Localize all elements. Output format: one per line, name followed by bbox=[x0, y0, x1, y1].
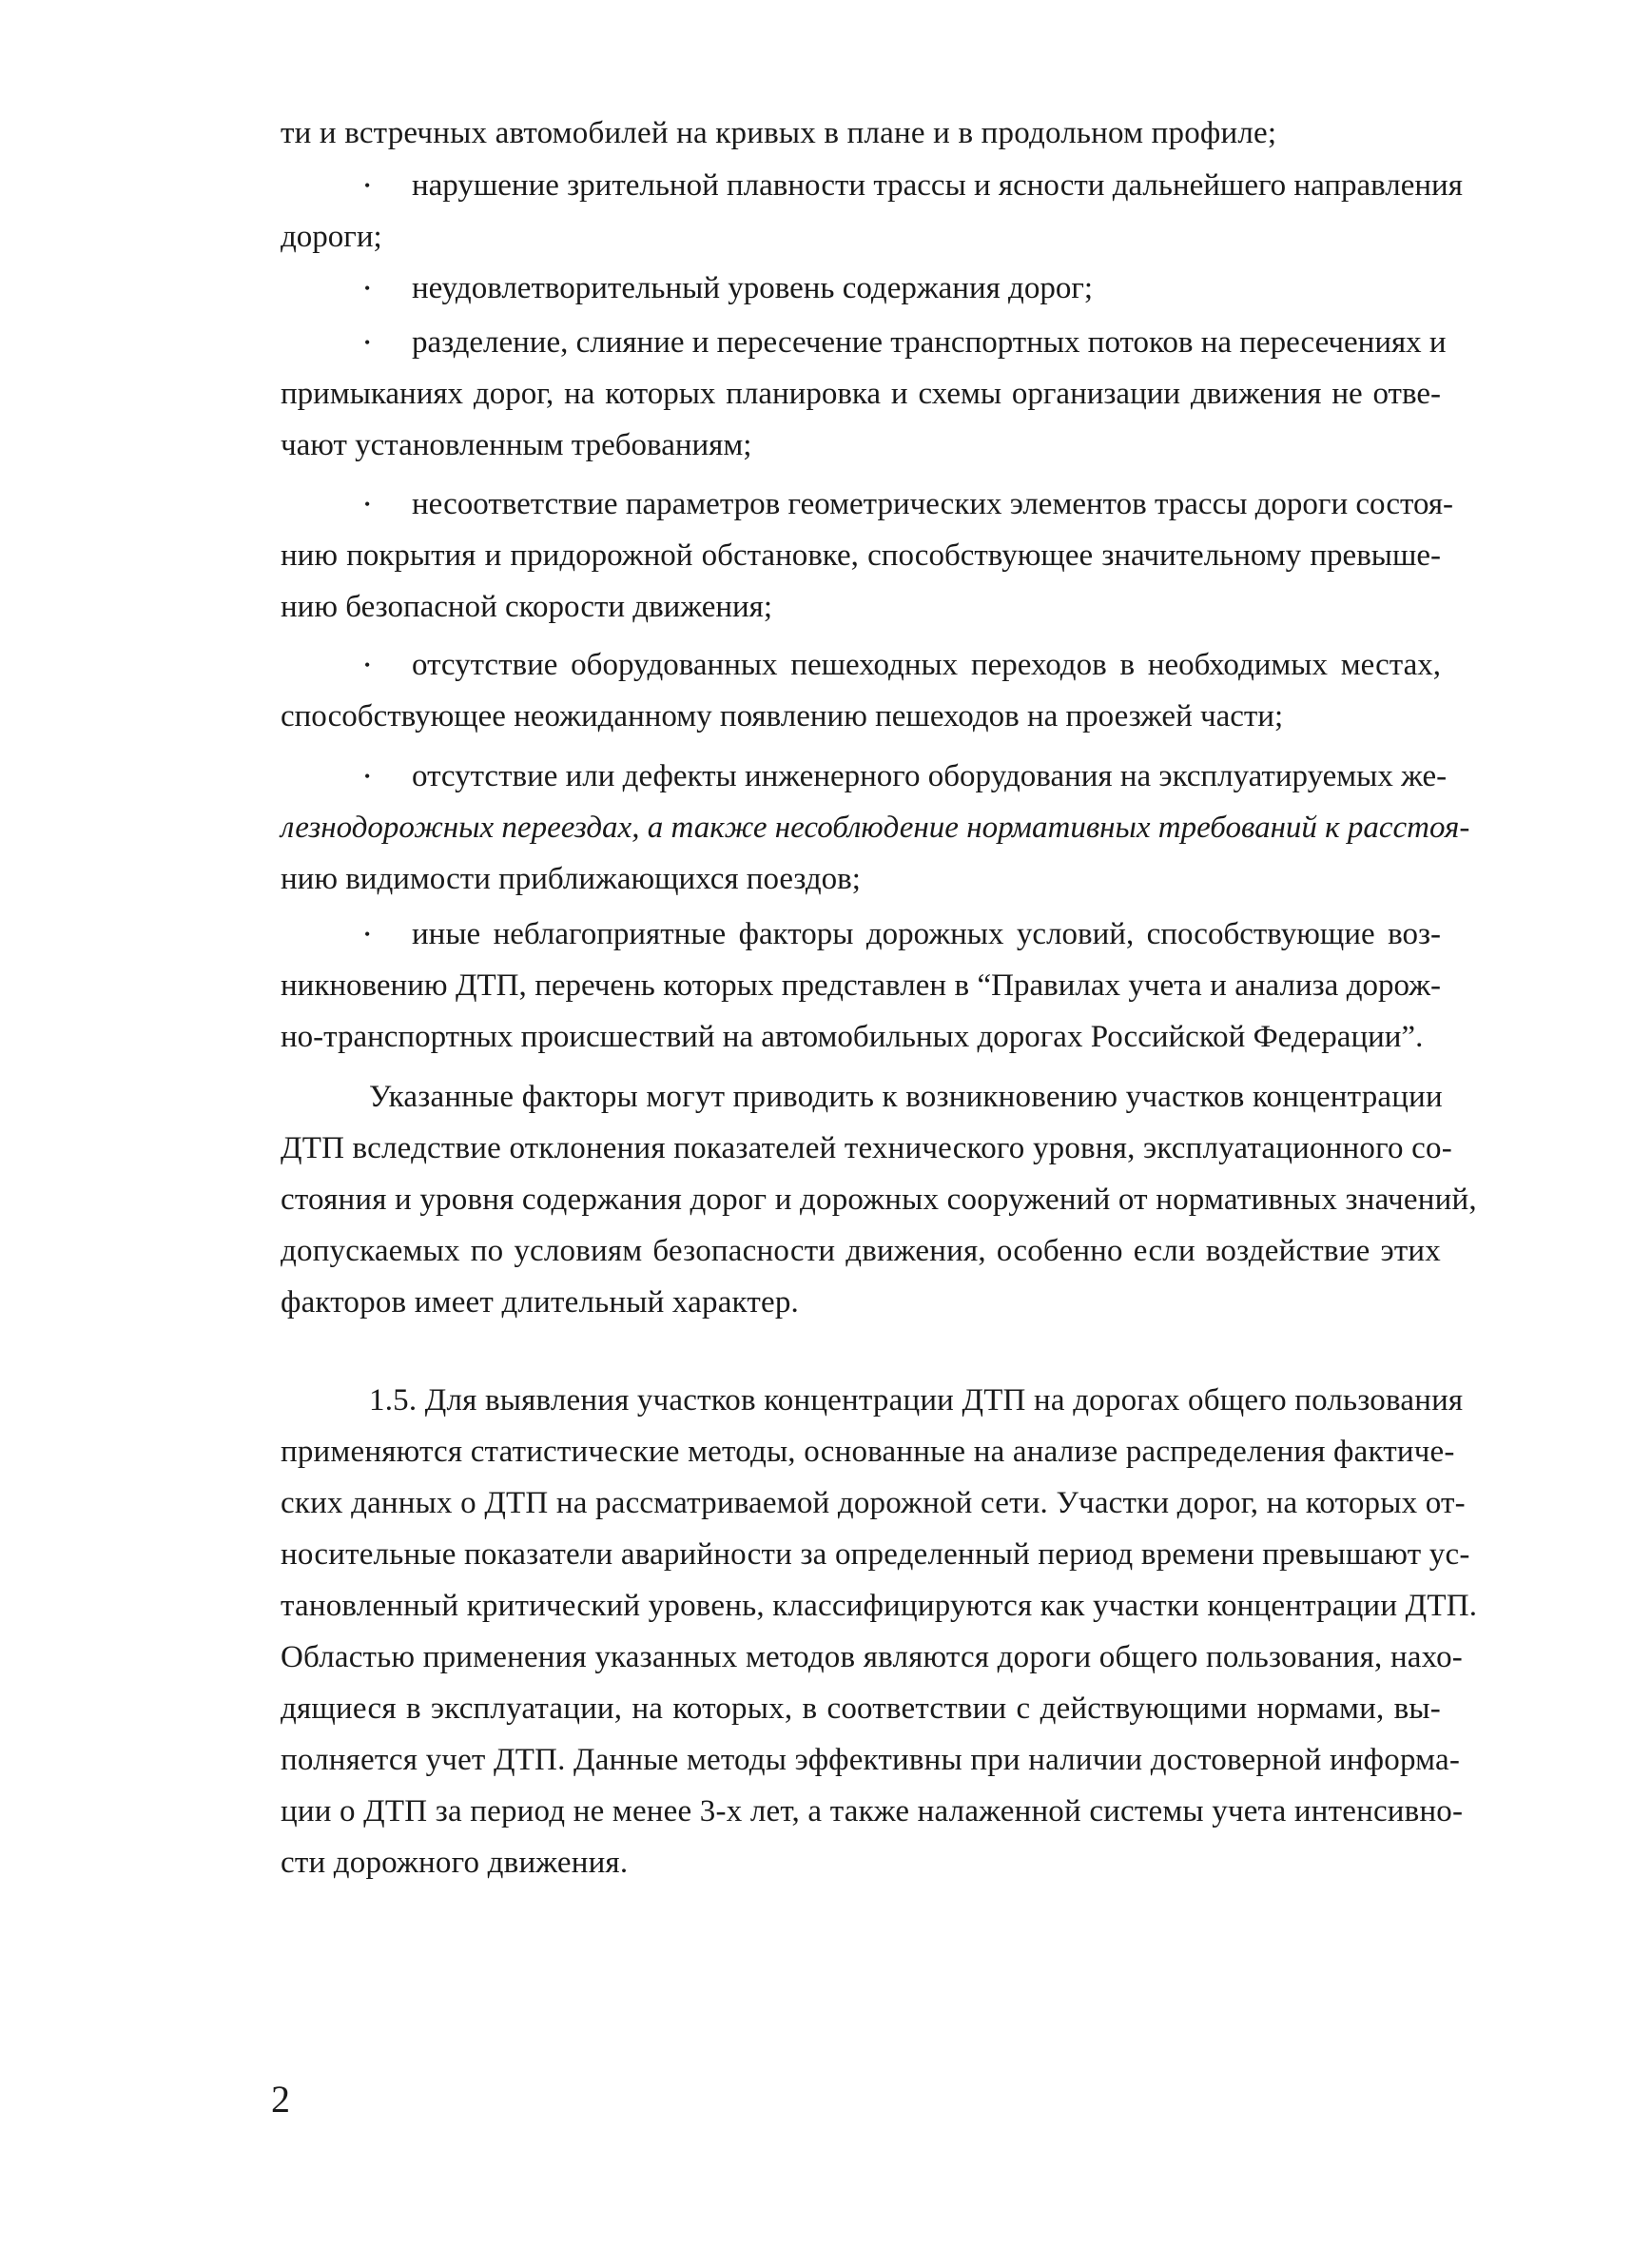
bullet-icon: • bbox=[364, 925, 371, 944]
text-line: разделение, слияние и пересечение транспортных потоков на пересечениях и bbox=[412, 325, 1447, 360]
bullet-icon: • bbox=[364, 767, 371, 786]
text-line: нию покрытия и придорожной обстановке, способствующее значительному превыше- bbox=[281, 538, 1441, 573]
text-line: нию видимости приближающихся поездов; bbox=[281, 862, 861, 896]
text-line: никновению ДТП, перечень которых представлен в “Правилах учета и анализа дорож- bbox=[281, 968, 1441, 1003]
page-number: 2 bbox=[271, 2078, 290, 2121]
text-line: способствующее неожиданному появлению пешеходов на проезжей части; bbox=[281, 699, 1284, 733]
bullet-icon: • bbox=[364, 279, 371, 298]
text-line: допускаемых по условиям безопасности движения, особенно если воздействие этих bbox=[281, 1234, 1441, 1268]
bullet-icon: • bbox=[364, 495, 371, 514]
bullet-item bbox=[281, 263, 1441, 314]
text-line: факторов имеет длительный характер. bbox=[281, 1285, 799, 1320]
text-line: Областью применения указанных методов являются дороги общего пользования, нахо- bbox=[281, 1640, 1463, 1674]
bullet-icon: • bbox=[364, 333, 371, 352]
text-line: ДТП вследствие отклонения показателей технического уровня, эксплуатационного со- bbox=[281, 1131, 1452, 1165]
bullet-icon: • bbox=[364, 655, 371, 675]
text-line: неудовлетворительный уровень содержания дорог; bbox=[412, 271, 1094, 305]
text-line: применяются статистические методы, основанные на анализе распределения фактиче- bbox=[281, 1435, 1455, 1469]
text-line: дороги; bbox=[281, 220, 382, 254]
text-line: носительные показатели аварийности за определенный период времени превышают ус- bbox=[281, 1537, 1470, 1572]
text-line: чают установленным требованиям; bbox=[281, 428, 752, 462]
bullet-icon: • bbox=[364, 176, 371, 195]
bullet-item bbox=[281, 317, 1447, 471]
bullet-item bbox=[281, 479, 1454, 633]
paragraph-continuation bbox=[281, 108, 1441, 159]
text-line: иные неблагоприятные факторы дорожных условий, способствующие воз- bbox=[412, 917, 1441, 951]
text-line: сти дорожного движения. bbox=[281, 1846, 629, 1880]
text-line: 1.5. Для выявления участков концентрации ДТП на дорогах общего пользования bbox=[369, 1383, 1464, 1418]
text-line: тановленный критический уровень, классифицируются как участки концентрации ДТП. bbox=[281, 1589, 1478, 1623]
paragraph bbox=[281, 1071, 1477, 1328]
bullet-item bbox=[281, 909, 1441, 1063]
bullet-item bbox=[281, 160, 1463, 263]
text-line: несоответствие параметров геометрических элементов трассы дороги состоя- bbox=[412, 487, 1454, 521]
text-line: ции о ДТП за период не менее 3-х лет, а также налаженной системы учета интенсивно- bbox=[281, 1794, 1464, 1828]
text-line: ских данных о ДТП на рассматриваемой дорожной сети. Участки дорог, на которых от- bbox=[281, 1486, 1466, 1520]
text-line: отсутствие или дефекты инженерного оборудования на эксплуатируемых же- bbox=[412, 759, 1448, 793]
text-line: лезнодорожных переездах, а также несоблюдение нормативных требований к расстоя- bbox=[281, 811, 1470, 845]
text-line: нарушение зрительной плавности трассы и ясности дальнейшего направления bbox=[412, 168, 1463, 203]
bullet-item bbox=[281, 751, 1470, 905]
text-line: полняется учет ДТП. Данные методы эффективны при наличии достоверной информа- bbox=[281, 1743, 1461, 1777]
text-line: примыканиях дорог, на которых планировка и схемы организации движения не отве- bbox=[281, 377, 1441, 411]
text-line: стояния и уровня содержания дорог и дорожных сооружений от нормативных значений, bbox=[281, 1183, 1477, 1217]
text-line: но-транспортных происшествий на автомобильных дорогах Российской Федерации”. bbox=[281, 1020, 1424, 1054]
text-line: нию безопасной скорости движения; bbox=[281, 590, 773, 624]
text-line: ти и встречных автомобилей на кривых в плане и в продольном профиле; bbox=[281, 116, 1277, 150]
text-line: Указанные факторы могут приводить к возникновению участков концентрации bbox=[369, 1080, 1443, 1114]
text-line: отсутствие оборудованных пешеходных переходов в необходимых местах, bbox=[412, 648, 1441, 682]
bullet-item bbox=[281, 639, 1441, 742]
paragraph-section-1-5 bbox=[281, 1375, 1478, 1888]
text-line: дящиеся в эксплуатации, на которых, в соответствии с действующими нормами, вы- bbox=[281, 1691, 1441, 1726]
